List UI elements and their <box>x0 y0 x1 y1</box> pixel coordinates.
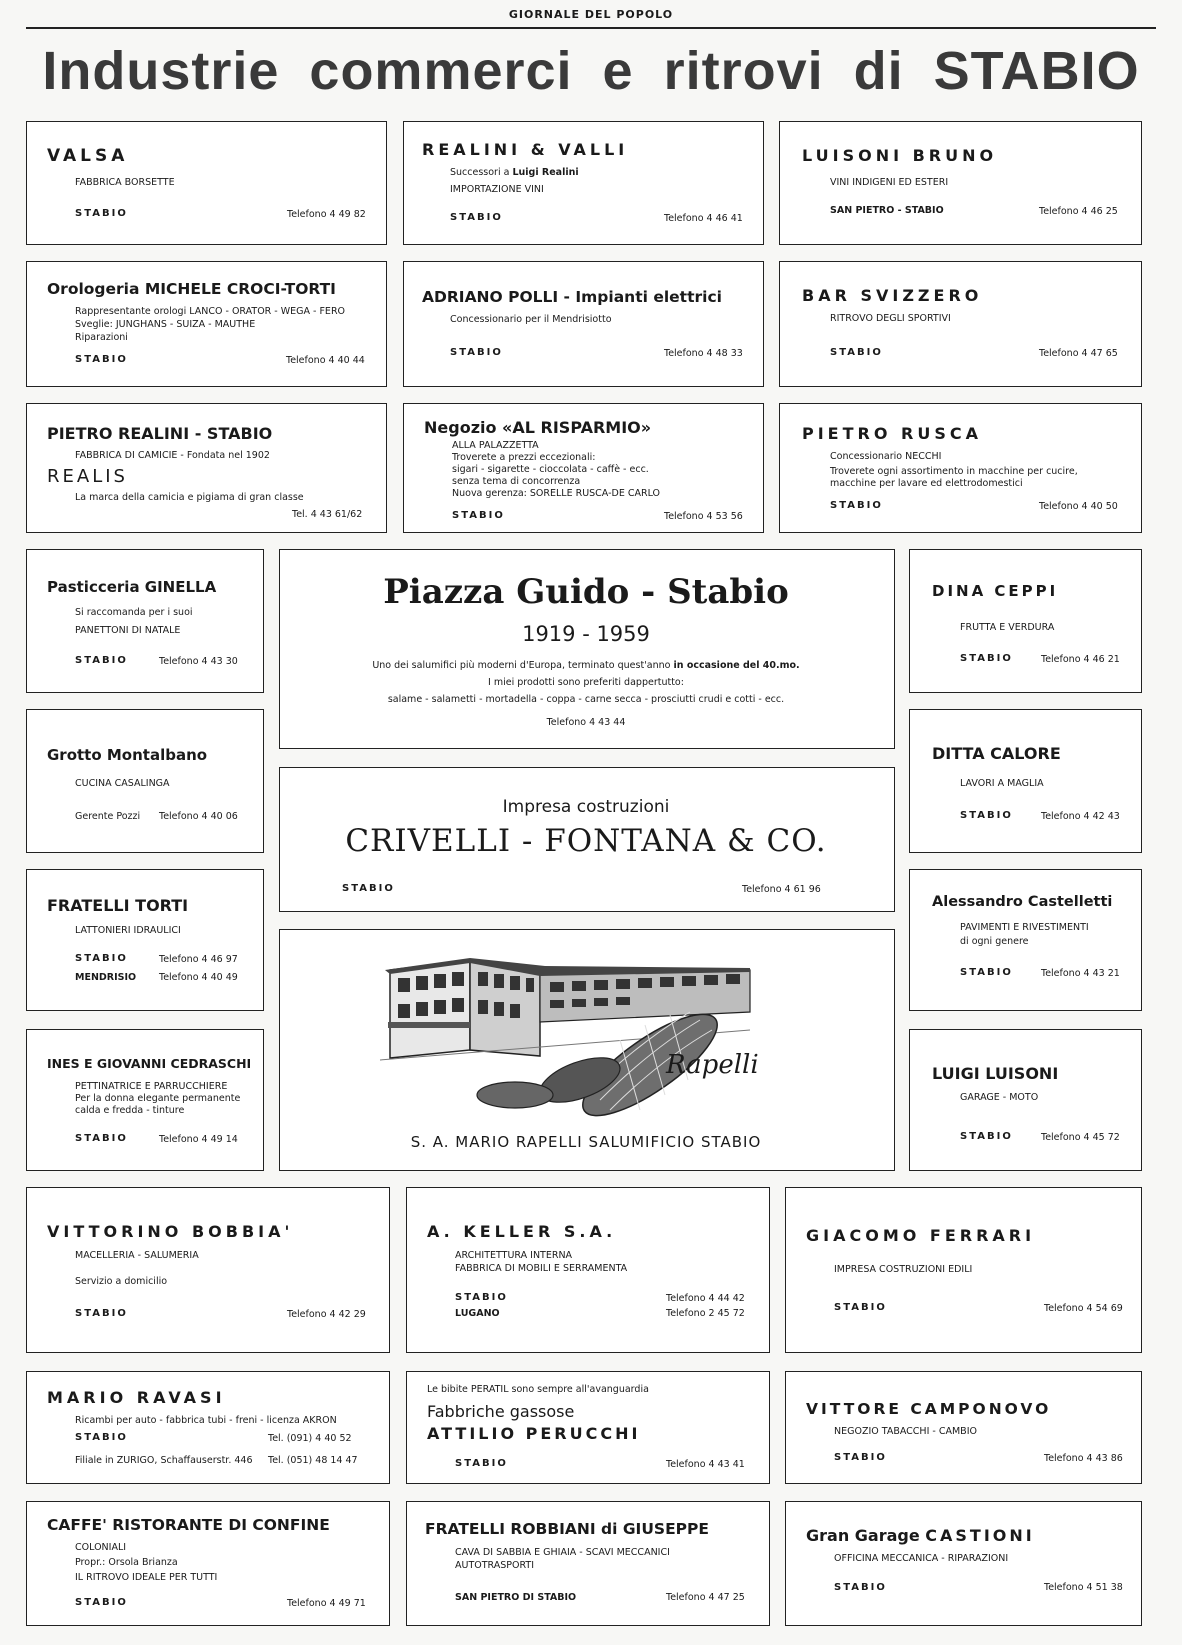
ad-phone: Telefono 4 45 72 <box>1041 1132 1120 1143</box>
ad-line-2: Troverete ogni assortimento in macchine per cucire, <box>830 466 1078 477</box>
ad-phone: Telefono 4 48 33 <box>664 348 743 359</box>
ad-title: FRATELLI ROBBIANI di GIUSEPPE <box>425 1520 709 1538</box>
ad-pretitle: Impresa costruzioni <box>502 797 670 817</box>
ad-line-2: La marca della camicia e pigiama di gran classe <box>75 492 304 503</box>
ad-phone: Telefono 4 43 86 <box>1044 1453 1123 1464</box>
ad-title: DITTA CALORE <box>932 744 1061 763</box>
ad-luisoni-bruno <box>779 121 1142 245</box>
factory-long-wing <box>540 970 750 1022</box>
ad-ditta-calore <box>909 709 1142 853</box>
ad-brand: REALIS <box>47 466 128 487</box>
ad-subtitle: VINI INDIGENI ED ESTERI <box>830 177 949 188</box>
factory-canopy <box>388 1022 470 1028</box>
ad-phone: Telefono 4 43 41 <box>666 1459 745 1470</box>
ad-title: LUIGI LUISONI <box>932 1064 1059 1083</box>
ad-location: STABIO <box>75 354 128 365</box>
ad-line-2: I miei prodotti sono preferiti dappertutto: <box>488 677 684 688</box>
rapelli-signature: Rapelli <box>666 1050 759 1080</box>
ad-title: VITTORINO BOBBIA' <box>47 1222 294 1241</box>
ad-valsa <box>26 121 387 245</box>
ad-pretitle: Fabbriche gassose <box>427 1402 575 1421</box>
ad-location: STABIO <box>834 1452 887 1463</box>
ad-caffe-confine <box>26 1501 390 1626</box>
ad-location: STABIO <box>75 953 128 964</box>
ad-phone: Telefono 4 46 21 <box>1041 654 1120 665</box>
ad-keller <box>406 1187 770 1353</box>
ad-attilio-perucchi <box>406 1371 770 1484</box>
masthead: GIORNALE DEL POPOLO <box>508 8 674 21</box>
ad-al-risparmio <box>403 403 764 533</box>
ad-title: Grotto Montalbano <box>47 746 208 764</box>
ad-line-1: Concessionario NECCHI <box>830 451 942 462</box>
ad-phone: Telefono 4 49 14 <box>159 1134 238 1145</box>
ad-pietro-realini <box>26 403 387 533</box>
ad-location-2: MENDRISIO <box>75 972 137 983</box>
ad-subtitle: FRUTTA E VERDURA <box>960 622 1055 633</box>
ad-title: REALINI & VALLI <box>422 140 629 159</box>
ad-vittore-camponovo <box>785 1371 1142 1484</box>
ad-line-3: calda e fredda - tinture <box>75 1105 185 1116</box>
ad-phone-2: Telefono 4 40 49 <box>159 972 238 983</box>
ad-phone: Telefono 4 42 43 <box>1041 811 1120 822</box>
ad-piazza-guido <box>279 549 895 749</box>
ad-location: STABIO <box>450 212 503 223</box>
ad-rapelli <box>279 929 895 1171</box>
ad-phone: Telefono 4 43 21 <box>1041 968 1120 979</box>
ad-line-3: sigari - sigarette - cioccolata - caffè - ecc. <box>452 464 649 475</box>
ad-phone: Telefono 4 49 71 <box>287 1598 366 1609</box>
ad-giacomo-ferrari <box>785 1187 1142 1353</box>
ad-location: STABIO <box>960 967 1013 978</box>
ad-title: INES E GIOVANNI CEDRASCHI <box>47 1056 252 1071</box>
ad-phone: Telefono 4 49 82 <box>287 209 366 220</box>
ad-title: CAFFE' RISTORANTE DI CONFINE <box>47 1516 330 1534</box>
ad-title: PIETRO RUSCA <box>802 424 982 443</box>
ad-croci-torti <box>26 261 387 387</box>
ad-title: A. KELLER S.A. <box>427 1222 617 1241</box>
ad-title: MARIO RAVASI <box>47 1388 226 1407</box>
ad-location: SAN PIETRO - STABIO <box>830 205 944 216</box>
ad-line-1: ALLA PALAZZETTA <box>452 440 539 451</box>
ad-mario-ravasi <box>26 1371 390 1484</box>
ad-top-line: Le bibite PERATIL sono sempre all'avanguardia <box>427 1384 649 1395</box>
ad-subtitle: LATTONIERI IDRAULICI <box>75 925 181 936</box>
ad-phone: Telefono 4 46 25 <box>1039 206 1118 217</box>
ad-location: STABIO <box>75 655 128 666</box>
ad-subtitle: FABBRICA DI CAMICIE - Fondata nel 1902 <box>75 450 270 461</box>
ad-title: Gran Garage CASTIONI <box>806 1526 1035 1545</box>
ad-location: STABIO <box>450 347 503 358</box>
ad-grotto-montalbano <box>26 709 264 853</box>
ad-line-1: COLONIALI <box>75 1542 127 1553</box>
ad-subtitle: CUCINA CASALINGA <box>75 778 170 789</box>
ad-phone: Telefono 4 47 25 <box>666 1592 745 1603</box>
ad-line-3: Filiale in ZURIGO, Schaffauserstr. 446 <box>75 1455 253 1466</box>
ad-location: STABIO <box>834 1582 887 1593</box>
ad-line-1: PAVIMENTI E RIVESTIMENTI <box>960 922 1089 933</box>
ad-title: Orologeria MICHELE CROCI-TORTI <box>47 280 336 298</box>
ad-subtitle: NEGOZIO TABACCHI - CAMBIO <box>834 1426 977 1437</box>
ad-cedraschi <box>26 1029 264 1171</box>
ad-phone: Telefono 4 46 41 <box>664 213 743 224</box>
ad-location-2: LUGANO <box>455 1308 500 1319</box>
ad-phone: Telefono 4 61 96 <box>742 884 821 895</box>
ad-title: ATTILIO PERUCCHI <box>427 1424 641 1443</box>
ad-subtitle: Successori a Luigi Realini <box>450 167 579 178</box>
ad-subtitle-2: IMPORTAZIONE VINI <box>450 184 544 195</box>
ad-line-2: PANETTONI DI NATALE <box>75 625 181 636</box>
ad-title: BAR SVIZZERO <box>802 286 983 305</box>
page-headline: Industrie commerci e ritrovi di STABIO <box>42 41 1140 101</box>
ad-line-3: IL RITROVO IDEALE PER TUTTI <box>75 1572 218 1583</box>
ad-subtitle: OFFICINA MECCANICA - RIPARAZIONI <box>834 1553 1009 1564</box>
ad-location: Gerente Pozzi <box>75 811 141 822</box>
ad-line-1: PETTINATRICE E PARRUCCHIERE <box>75 1081 228 1092</box>
ad-title: Negozio «AL RISPARMIO» <box>424 418 652 437</box>
ad-location: STABIO <box>960 653 1013 664</box>
ad-line-1: Ricambi per auto - fabbrica tubi - freni - licenza AKRON <box>75 1415 337 1426</box>
ad-line-2: Troverete a prezzi eccezionali: <box>452 452 596 463</box>
ad-line-2: Servizio a domicilio <box>75 1276 168 1287</box>
ad-bobbia <box>26 1187 390 1353</box>
ad-line-4: senza tema di concorrenza <box>452 476 581 487</box>
ad-title: GIACOMO FERRARI <box>806 1226 1036 1245</box>
ad-title: Piazza Guido - Stabio <box>383 572 789 612</box>
ad-phone: Telefono 4 43 44 <box>546 717 626 728</box>
ad-line-2: Propr.: Orsola Brianza <box>75 1557 178 1568</box>
ad-location: STABIO <box>834 1302 887 1313</box>
ad-pietro-rusca <box>779 403 1142 533</box>
ad-phone: Telefono 4 44 42 <box>666 1293 745 1304</box>
ad-location: STABIO <box>75 208 128 219</box>
ad-location: STABIO <box>452 510 505 521</box>
ad-location: STABIO <box>75 1597 128 1608</box>
ad-subtitle: FABBRICA BORSETTE <box>75 177 175 188</box>
ad-dina-ceppi <box>909 549 1142 693</box>
ad-title: PIETRO REALINI - STABIO <box>47 424 273 443</box>
header-rule <box>26 27 1156 29</box>
ad-location: STABIO <box>455 1458 508 1469</box>
salami-small <box>477 1082 553 1108</box>
ad-phone: Telefono 4 40 44 <box>286 355 365 366</box>
ad-phone: Telefono 4 46 97 <box>159 954 238 965</box>
ad-crivelli-fontana <box>279 767 895 912</box>
ad-phone: Telefono 4 51 38 <box>1044 1582 1123 1593</box>
ad-title: LUISONI BRUNO <box>802 146 998 165</box>
ad-line-2: Per la donna elegante permanente <box>75 1093 241 1104</box>
ad-caption: S. A. MARIO RAPELLI SALUMIFICIO STABIO <box>410 1133 762 1151</box>
ad-location: STABIO <box>342 883 395 894</box>
ad-subtitle: LAVORI A MAGLIA <box>960 778 1044 789</box>
ad-line-2: AUTOTRASPORTI <box>455 1560 535 1571</box>
ad-line-2: di ogni genere <box>960 936 1029 947</box>
ad-subtitle: GARAGE - MOTO <box>960 1092 1039 1103</box>
ad-subtitle: RITROVO DEGLI SPORTIVI <box>830 313 951 324</box>
ad-location: STABIO <box>830 347 883 358</box>
ad-fratelli-robbiani <box>406 1501 770 1626</box>
ad-location: STABIO <box>960 810 1013 821</box>
ad-location: STABIO <box>960 1131 1013 1142</box>
ad-subtitle: Concessionario per il Mendrisiotto <box>450 314 612 325</box>
ad-title: DINA CEPPI <box>932 582 1059 600</box>
ad-line-1: CAVA DI SABBIA E GHIAIA - SCAVI MECCANICI <box>455 1547 670 1558</box>
ad-title: ADRIANO POLLI - Impianti elettrici <box>422 288 722 306</box>
ad-phone: Telefono 4 54 69 <box>1044 1303 1123 1314</box>
ad-ginella <box>26 549 264 693</box>
ad-location: STABIO <box>455 1292 508 1303</box>
ad-line-1: Uno dei salumifici più moderni d'Europa, terminato quest'anno in occasione del 40.mo. <box>372 660 800 671</box>
ad-phone: Tel. (091) 4 40 52 <box>268 1433 352 1444</box>
ad-title: FRATELLI TORTI <box>47 896 189 915</box>
ad-line-1: ARCHITETTURA INTERNA <box>455 1250 573 1261</box>
ad-castelletti <box>909 869 1142 1011</box>
ad-bar-svizzero <box>779 261 1142 387</box>
ad-fratelli-torti <box>26 869 264 1011</box>
ad-location: SAN PIETRO DI STABIO <box>455 1592 577 1603</box>
ad-phone: Telefono 4 42 29 <box>287 1309 366 1320</box>
ad-line-1: Si raccomanda per i suoi <box>75 607 193 618</box>
ad-location: STABIO <box>830 500 883 511</box>
ad-line-3: salame - salametti - mortadella - coppa - carne secca - prosciutti crudi e cotti - ecc. <box>387 694 785 705</box>
factory-illustration <box>280 930 892 1130</box>
ad-realini-valli <box>403 121 764 245</box>
ad-phone-2: Tel. (051) 48 14 47 <box>268 1455 358 1466</box>
ad-luigi-luisoni <box>909 1029 1142 1171</box>
ad-phone: Telefono 4 40 06 <box>159 811 238 822</box>
ad-line-5: Nuova gerenza: SORELLE RUSCA-DE CARLO <box>452 488 661 499</box>
ad-line-3: macchine per lavare ed elettrodomestici <box>830 478 1023 489</box>
ad-line-1: MACELLERIA - SALUMERIA <box>75 1250 199 1261</box>
ad-subtitle: IMPRESA COSTRUZIONI EDILI <box>834 1264 973 1275</box>
ad-polli <box>403 261 764 387</box>
ad-line-1: Rappresentante orologi LANCO - ORATOR - WEGA - FERO <box>75 306 346 317</box>
ad-location: STABIO <box>75 1308 128 1319</box>
ad-phone: Telefono 4 40 50 <box>1039 501 1118 512</box>
ad-phone: Telefono 4 43 30 <box>159 656 238 667</box>
ad-phone-2: Telefono 2 45 72 <box>666 1308 745 1319</box>
ad-phone: Telefono 4 53 56 <box>664 511 743 522</box>
ad-line-2: Sveglie: JUNGHANS - SUIZA - MAUTHE <box>75 319 256 330</box>
ad-phone: Tel. 4 43 61/62 <box>292 509 363 520</box>
ad-line-3: Riparazioni <box>75 332 128 343</box>
ad-location: STABIO <box>75 1133 128 1144</box>
ad-title: VITTORE CAMPONOVO <box>806 1400 1052 1418</box>
ad-title: Pasticceria GINELLA <box>47 578 217 596</box>
ad-garage-castioni <box>785 1501 1142 1626</box>
ad-line-2: FABBRICA DI MOBILI E SERRAMENTA <box>455 1263 628 1274</box>
ad-phone: Telefono 4 47 65 <box>1039 348 1118 359</box>
ad-title: Alessandro Castelletti <box>932 894 1113 910</box>
ad-location: STABIO <box>75 1432 128 1443</box>
ad-years: 1919 - 1959 <box>522 622 650 646</box>
ad-title: VALSA <box>47 146 129 166</box>
ad-title: CRIVELLI - FONTANA & CO. <box>345 823 827 859</box>
